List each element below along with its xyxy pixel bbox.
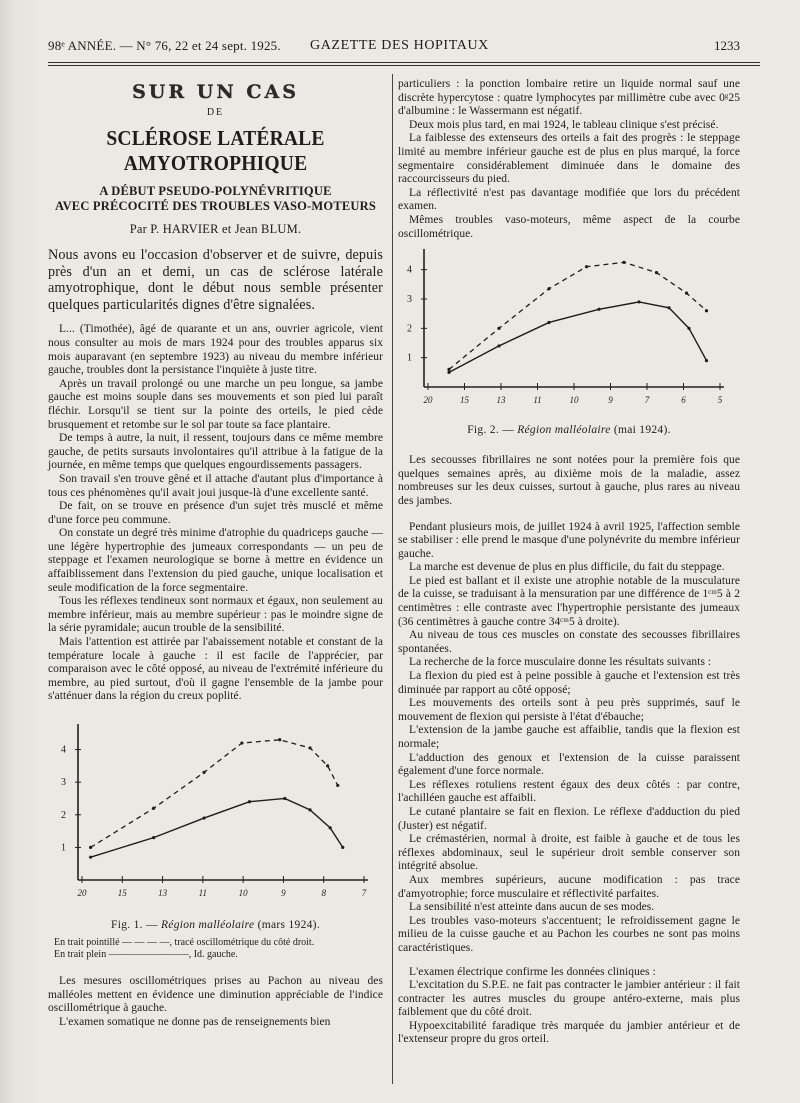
chart-body [61, 724, 368, 898]
paragraph: L... (Timothée), âgé de quarante et un ans, ouvrier agricole, vient nous consulter au mois de mars 1924 pour des troubles apparus six mois auparavant (en septembre 1923) au niveau du membre inférieur gauche, troubles dont la persistance l'inquiète à juste titre. [48, 323, 383, 377]
authors: Par P. HARVIER et Jean BLUM. [129, 222, 302, 236]
fig2-title: Région malléolaire [517, 424, 611, 437]
figure-2-caption [398, 424, 740, 436]
paragraph: Hypoexcitabilité faradique très marquée du jambier antérieur et de l'extenseur propre du gros orteil. [398, 1019, 740, 1046]
paragraph: Les mouvements des orteils sont à peu près supprimés, sauf le mouvement de flexion qui persiste à l'état d'ébauche; [398, 697, 740, 723]
title-line-2: DE [206, 107, 225, 118]
x-tick-label: 20 [423, 395, 433, 406]
paragraph: De fait, on se trouve en présence d'un sujet très musclé et même d'une force peu commune. [48, 500, 383, 526]
paragraph: Après un travail prolongé ou une marche un peu longue, sa jambe gauche est moins souple dans ses mouvements et son pied lui paraît fléchir. Lorsqu'il se tient sur la pointe des orteils, le pied cède brusquement et retombe sur le sol par toute sa face plantaire. [48, 377, 383, 431]
paragraph: Son travail s'en trouve gêné et il attache d'autant plus d'importance à tous ces phénomènes qu'il avait joui jusque-là d'une excellente santé. [48, 472, 383, 499]
paragraph: Deux mois plus tard, en mai 1924, le tableau clinique s'est précisé. [409, 118, 719, 131]
figure-1-legend [48, 937, 383, 961]
x-tick-label: 9 [608, 395, 613, 406]
left-column [48, 78, 383, 1029]
data-point [637, 300, 640, 303]
article-subtitle [48, 184, 383, 214]
series-droit-dotted [91, 740, 338, 848]
paragraph: Mais l'attention est attirée par l'abaissement notable et constant de la température locale à gauche : il est facile de l'apprécier, par comparaison avec le côté opposé, au niveau de l'extrémité inférieure du membre, au pied surtout, d'où il gagne l'ensemble de la jambe pour s'atténuer dans la région du creux poplité. [48, 636, 383, 703]
data-point [89, 856, 92, 859]
figure-2 [398, 245, 740, 436]
data-point [667, 306, 670, 309]
paragraph: De temps à autre, la nuit, il ressent, toujours dans ce même membre gauche, de petits sursauts involontaires qu'il attribue à la fatigue de la journée, en même temps que quelques engourdissements passagers. [48, 432, 383, 472]
paragraph: Aux membres supérieurs, aucune modification : pas trace d'amyotrophie; force musculaire et réflectivité parfaites. [398, 873, 740, 900]
paragraph: Les secousses fibrillaires ne sont notées pour la première fois que quelques semaines après, au dixième mois de la maladie, assez nombreuses sur les deux cuisses, surtout à gauche, plus rares au niveau des jambes. [398, 454, 740, 507]
data-point [597, 308, 600, 311]
y-tick-label: 1 [61, 842, 66, 854]
x-tick-label: 15 [460, 395, 469, 406]
paragraph: Tous les réflexes tendineux sont normaux et égaux, non seulement au membre inférieur, mais au membre supérieur : pas le moindre signe de la série pyramidale; aucun trouble de la sensibilité. [48, 595, 383, 635]
paragraph: L'examen électrique confirme les données cliniques : [409, 965, 656, 978]
data-point [497, 344, 500, 347]
data-point [326, 764, 329, 767]
right-column [398, 78, 740, 1047]
chart-body [407, 249, 724, 405]
paragraph: Le pied est ballant et il existe une atrophie notable de la musculature de la cuisse, se traduisant à la mensuration par une différence de 1ᶜᵐ5 à 2 centimètres : elle contraste avec l'hypertrophie persistante des jumeaux (36 centimètres à gauche contre 34ᶜᵐ5 à droite). [398, 574, 740, 628]
series-gauche-solid [91, 798, 343, 857]
paragraph: La faiblesse des extenseurs des orteils a fait des progrès : le steppage limité au membre inférieur gauche est de plus en plus marqué, la force segmentaire considérablement diminuée dans le domaine des raccourcisseurs du pied. [398, 132, 740, 186]
paragraph: Au niveau de tous ces muscles on constate des secousses fibrillaires spontanées. [398, 629, 740, 655]
x-tick-label: 10 [569, 395, 579, 406]
data-point [240, 741, 243, 744]
data-point [329, 826, 332, 829]
y-tick-label: 2 [61, 809, 66, 821]
x-tick-label: 9 [281, 888, 286, 898]
fig2-prefix: Fig. 2. — [467, 424, 514, 437]
data-point [622, 261, 625, 264]
x-tick-label: 6 [681, 395, 686, 406]
data-point [202, 771, 205, 774]
data-point [248, 800, 251, 803]
fig1-prefix: Fig. 1. — [111, 919, 158, 931]
fig2-date: (mai 1924). [613, 424, 671, 437]
data-point [685, 292, 688, 295]
page-number: 1233 [714, 38, 740, 53]
data-point [585, 265, 588, 268]
x-tick-label: 7 [361, 888, 367, 898]
data-point [547, 321, 550, 324]
paragraph: Les réflexes rotuliens restent égaux des deux côtés : par contre, l'achilléen gauche est affaibli. [398, 778, 740, 805]
legend-solid: En trait plein ————————, Id. gauche. [54, 949, 238, 960]
figure-1 [48, 722, 383, 961]
right-body-top [398, 78, 740, 241]
paragraph: L'extension de la jambe gauche est affaiblie, tandis que la flexion est normale; [398, 724, 740, 750]
column-rule [392, 74, 393, 1084]
lede-paragraph: Nous avons eu l'occasion d'observer et de suivre, depuis près d'un an et demi, un cas de sclérose latérale amyotrophique, dont le début nous semble présenter quelques particularités dignes d'être signalées. [48, 247, 383, 313]
x-tick-label: 11 [533, 395, 542, 406]
right-body-end [398, 966, 740, 1048]
paragraph: Mêmes troubles vaso-moteurs, même aspect de la courbe oscillométrique. [398, 213, 740, 240]
y-tick-label: 3 [407, 294, 412, 306]
data-point [497, 327, 500, 330]
paragraph: Pendant plusieurs mois, de juillet 1924 à avril 1925, l'affection semble se stabiliser : elle prend le masque d'une polynévrite du membre inférieur gauche. [398, 520, 740, 560]
data-point [336, 784, 339, 787]
data-point [447, 371, 450, 374]
paragraph: Le cutané plantaire se fait en flexion. Le réflexe d'adduction du pied (Juster) est négatif. [398, 805, 740, 832]
data-point [283, 797, 286, 800]
paragraph: La réflectivité n'est pas davantage modifiée que lors du précédent examen. [398, 186, 740, 213]
paragraph: particuliers : la ponction lombaire retire un liquide normal sauf une discrète hypercytose : quatre lymphocytes par millimètre cube avec 0ᵍ25 d'albumine : le Wassermann est négatif. [398, 78, 740, 118]
oscillometric-chart-2 [398, 245, 740, 417]
issue-line: 98ᵉ ANNÉE. — N° 76, 22 et 24 sept. 1925. [48, 38, 281, 53]
left-body-after-figure [48, 975, 383, 1029]
paragraph: L'excitation du S.P.E. ne fait pas contracter le jambier antérieur : il fait contracter les autres muscles du groupe antéro-externe, mais plus faiblement que du côté droit. [398, 979, 740, 1019]
paragraph: La recherche de la force musculaire donne les résultats suivants : [409, 656, 712, 669]
subtitle-line-1: A DÉBUT PSEUDO-POLYNÉVRITIQUE [99, 184, 332, 198]
data-point [655, 271, 658, 274]
data-point [705, 309, 708, 312]
right-body-bottom [398, 521, 740, 956]
journal-title: GAZETTE DES HOPITAUX [310, 38, 489, 53]
y-tick-label: 4 [61, 744, 66, 756]
data-point [152, 807, 155, 810]
data-point [202, 816, 205, 819]
paragraph: La marche est devenue de plus en plus difficile, du fait du steppage. [409, 561, 725, 574]
data-point [308, 746, 311, 749]
data-point [89, 846, 92, 849]
data-point [341, 846, 344, 849]
x-tick-label: 15 [117, 888, 127, 898]
data-point [705, 359, 708, 362]
y-tick-label: 4 [407, 264, 412, 276]
paragraph: Les mesures oscillométriques prises au Pachon au niveau des malléoles mettent en évidence une diminution appréciable de l'indice oscillométrique à gauche. [48, 975, 383, 1015]
x-tick-label: 20 [77, 888, 87, 898]
y-tick-label: 1 [407, 352, 412, 364]
legend-dotted: En trait pointillé — — — —, tracé oscillométrique du côté droit. [54, 937, 315, 948]
x-tick-label: 11 [198, 888, 208, 898]
fig1-date: (mars 1924). [257, 919, 320, 931]
paragraph: La flexion du pied est à peine possible à gauche et l'extension est très diminuée par rapport au côté opposé; [398, 670, 740, 696]
data-point [278, 738, 281, 741]
x-tick-label: 13 [496, 395, 506, 406]
series-gauche-solid [449, 302, 707, 372]
y-tick-label: 2 [407, 323, 412, 335]
paragraph: La sensibilité n'est atteinte dans aucun de ses modes. [409, 901, 655, 914]
figure-1-caption [48, 919, 383, 931]
article-title: SCLÉROSE LATÉRALE AMYOTROPHIQUE [106, 126, 325, 175]
fig1-title: Région malléolaire [160, 919, 255, 931]
paragraph: On constate un degré très minime d'atrophie du quadriceps gauche — une légère hypertrophie des jumeaux correspondants — un peu de steppage et l'examen neurologique se borne à mettre en évidence un affaiblissement dans l'extension du pied gauche, unique localisation et seule modification de la force segmentaire. [48, 527, 383, 594]
oscillometric-chart-1 [48, 722, 383, 912]
data-point [687, 327, 690, 330]
running-header [48, 38, 740, 60]
y-tick-label: 3 [61, 777, 66, 789]
x-tick-label: 5 [717, 395, 723, 406]
data-point [547, 287, 550, 290]
right-body-mid [398, 454, 740, 508]
paragraph: Le crémastérien, normal à droite, est faible à gauche et de tous les réflexes abdominaux, seul le supérieur droit semble conserver son intégrité absolue. [398, 833, 740, 873]
x-tick-label: 10 [238, 888, 248, 898]
paragraph: Les troubles vaso-moteurs s'accentuent; le refroidissement gagne le milieu de la cuisse gauche et au Pachon les courbes ne sont pas moins caractéristiques. [398, 914, 740, 954]
paragraph: L'examen somatique ne donne pas de renseignements bien [59, 1015, 331, 1028]
header-rule [48, 62, 760, 63]
series-droit-dotted [449, 262, 707, 369]
left-body [48, 323, 383, 704]
x-tick-label: 8 [321, 888, 326, 898]
header-rule-2 [48, 65, 760, 66]
subtitle-line-2: AVEC PRÉCOCITÉ DES TROUBLES VASO-MOTEURS [54, 199, 377, 213]
x-tick-label: 13 [158, 888, 168, 898]
x-tick-label: 7 [644, 395, 650, 406]
data-point [152, 836, 155, 839]
title-line-1: SUR UN CAS [132, 81, 299, 103]
data-point [447, 368, 450, 371]
data-point [308, 808, 311, 811]
paragraph: L'adduction des genoux et l'extension de la cuisse paraissent également d'une force normale. [398, 751, 740, 778]
